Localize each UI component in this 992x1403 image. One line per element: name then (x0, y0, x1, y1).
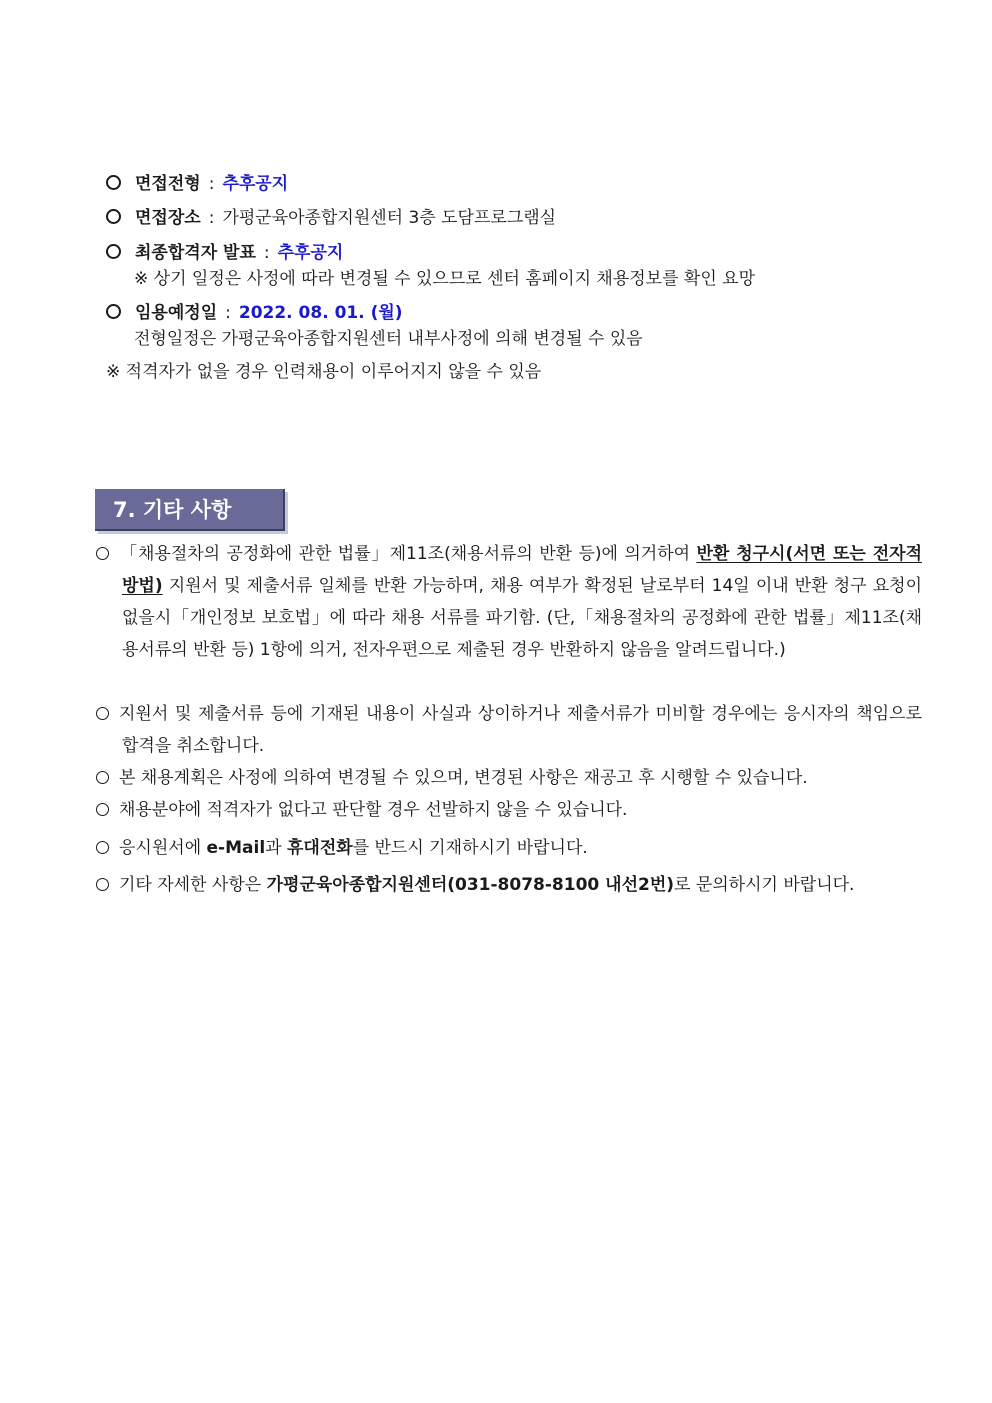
circle-bullet-icon (106, 304, 121, 319)
list-item-contact-info: 응시원서에 e-Mail과 휴대전화를 반드시 기재하시기 바랍니다. (96, 832, 922, 864)
final-announce-row: 최종합격자 발표 : 추후공지 (106, 242, 343, 264)
interview-place-row: 면접장소 : 가평군육아종합지원센터 3층 도담프로그램실 (106, 207, 556, 229)
list-item-inquiry: 기타 자세한 사항은 가평군육아종합지원센터(031-8078-8100 내선2번)로 문의하시기 바랍니다. (96, 869, 922, 901)
list-item-return-docs: 「채용절차의 공정화에 관한 법률」제11조(채용서류의 반환 등)에 의거하여 반환 청구시(서면 또는 전자적 방법) 지원서 및 제출서류 일체를 반환 가능하며, 채용 여부가 확정된 날로부터 14일 이내 반환 청구 요청이 없을시「개인정보 보호법」에 따라 채용 서류를 파기함. (단,「채용절차의 공정화에 관한 법률」제11조(채용서류의 반환 등) 1항에 의거, 전자우편으로 제출된 경우 반환하지 않음을 알려드립니다.) (96, 538, 922, 666)
circle-bullet-icon (96, 803, 109, 816)
center-contact-emphasis: 가평군육아종합지원센터(031-8078-8100 내선2번) (266, 875, 675, 895)
circle-bullet-icon (96, 707, 109, 720)
final-announce-note: ※ 상기 일정은 사정에 따라 변경될 수 있으므로 센터 홈페이지 채용정보를 확인 요망 (134, 269, 756, 289)
circle-bullet-icon (106, 209, 121, 224)
section-title: 7. 기타 사항 (95, 489, 285, 531)
interview-type-label: 면접전형 (135, 174, 201, 194)
start-date-label: 임용예정일 (135, 303, 218, 323)
circle-bullet-icon (96, 547, 109, 560)
list-item-no-selection: 채용분야에 적격자가 없다고 판단할 경우 선발하지 않을 수 있습니다. (96, 794, 922, 826)
interview-place-label: 면접장소 (135, 208, 201, 228)
circle-bullet-icon (96, 841, 109, 854)
circle-bullet-icon (106, 244, 121, 259)
circle-bullet-icon (96, 878, 109, 891)
email-emphasis: e-Mail (206, 838, 266, 858)
start-date-row: 임용예정일 : 2022. 08. 01. (월) (106, 302, 403, 324)
schedule-footnote: ※ 적격자가 없을 경우 인력채용이 이루어지지 않을 수 있음 (106, 362, 542, 382)
interview-type-value: 추후공지 (222, 174, 289, 194)
list-item-cancel-pass: 지원서 및 제출서류 등에 기재된 내용이 사실과 상이하거나 제출서류가 미비할 경우에는 응시자의 책임으로 합격을 취소합니다. (96, 698, 922, 762)
final-announce-label: 최종합격자 발표 (135, 243, 256, 263)
final-announce-value: 추후공지 (277, 243, 344, 263)
return-request-emphasis: 반환 청구시(서면 또는 전자적 방법) (122, 544, 922, 596)
start-date-value: 2022. 08. 01. (월) (238, 303, 403, 323)
circle-bullet-icon (106, 175, 121, 190)
list-item-plan-change: 본 채용계획은 사정에 의하여 변경될 수 있으며, 변경된 사항은 재공고 후 시행할 수 있습니다. (96, 762, 922, 794)
circle-bullet-icon (96, 771, 109, 784)
phone-emphasis: 휴대전화 (286, 838, 353, 858)
interview-place-value: 가평군육아종합지원센터 3층 도담프로그램실 (222, 208, 557, 228)
interview-type-row: 면접전형 : 추후공지 (106, 173, 288, 195)
start-date-note: 전형일정은 가평군육아종합지원센터 내부사정에 의해 변경될 수 있음 (134, 329, 643, 349)
